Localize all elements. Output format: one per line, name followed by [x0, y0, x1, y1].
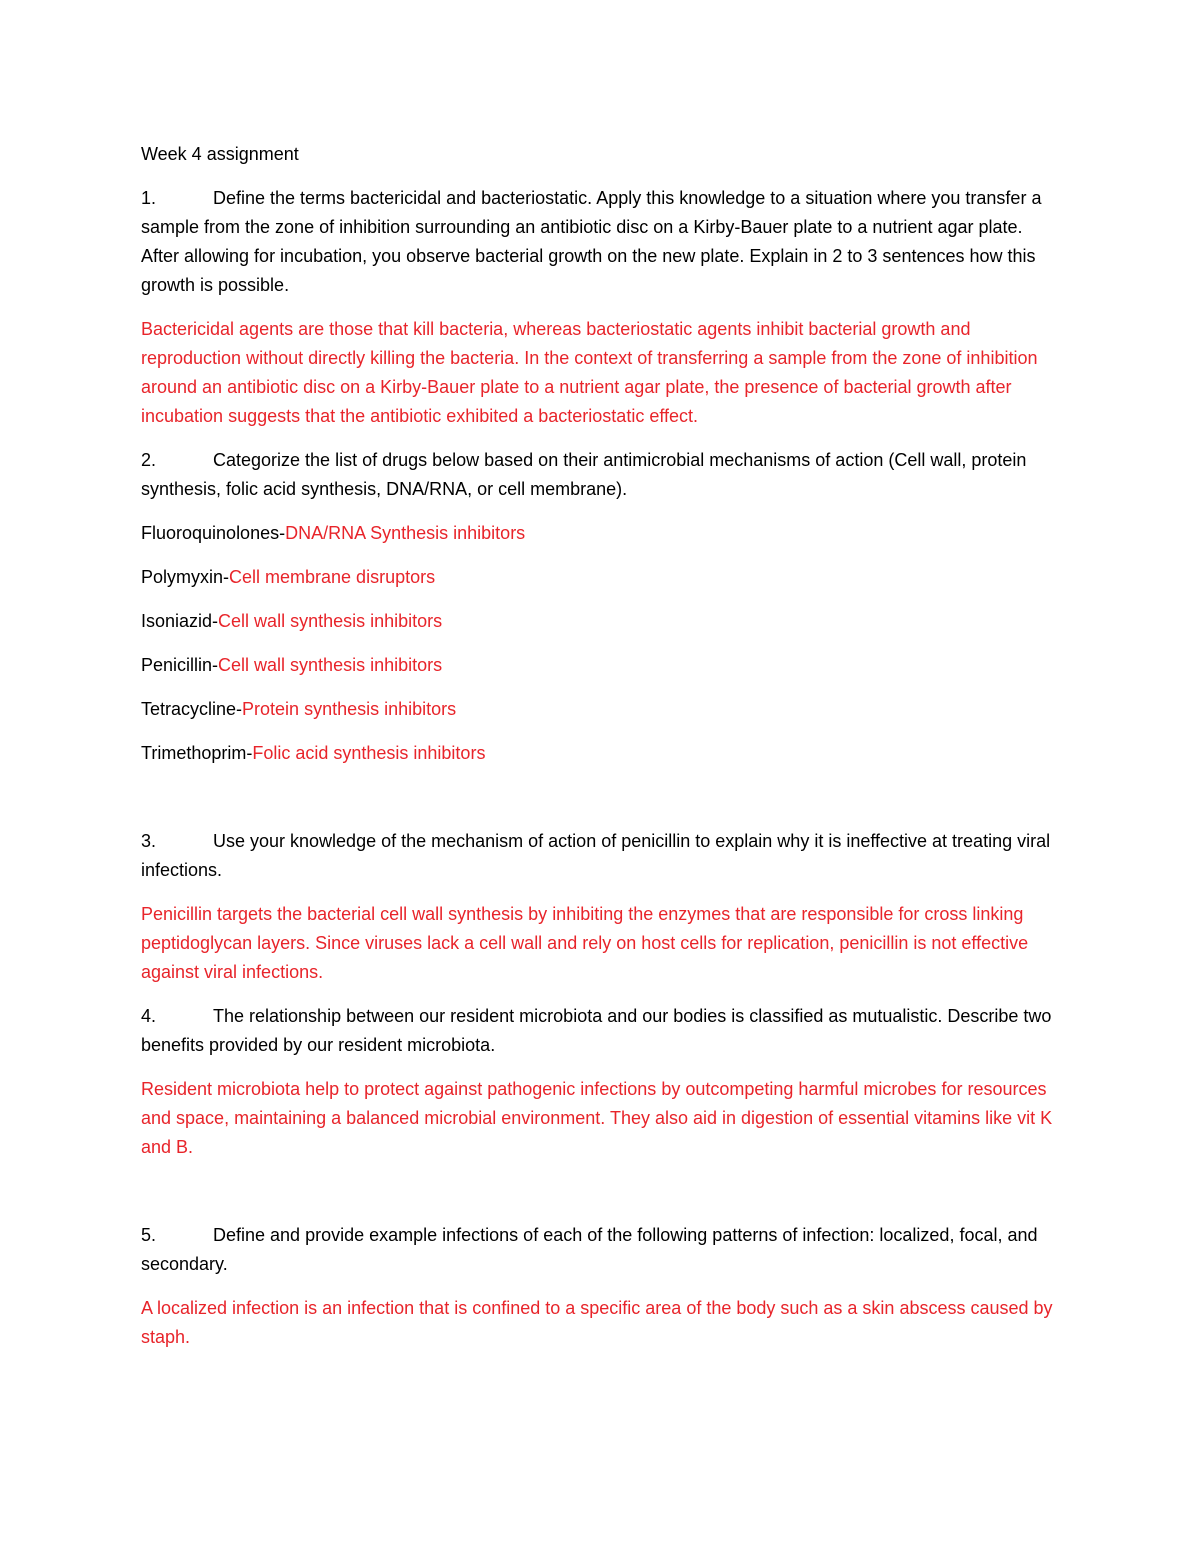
- drug-name: Isoniazid-: [141, 611, 219, 631]
- drug-mechanism: Cell wall synthesis inhibitors: [218, 655, 443, 675]
- answer-4: Resident microbiota help to protect against pathogenic infections by outcompeting harmful microbes for resources and space, maintaining a balanced microbial environment. They also aid in digestion of essential vitamins like vit K and B.: [141, 1079, 1053, 1157]
- answer-5: A localized infection is an infection that is confined to a specific area of the body such as a skin abscess caused by staph.: [141, 1298, 1053, 1347]
- question-3-text: Use your knowledge of the mechanism of action of penicillin to explain why it is ineffective at treating viral infections.: [141, 831, 1051, 880]
- question-2-text: Categorize the list of drugs below based on their antimicrobial mechanisms of action (Cell wall, protein synthesis, folic acid synthesis, DNA/RNA, or cell membrane).: [141, 450, 1027, 499]
- question-3-number: 3.: [141, 831, 157, 851]
- question-2-number: 2.: [141, 450, 157, 470]
- drug-name: Fluoroquinolones-: [141, 523, 286, 543]
- question-3: [141, 827, 1059, 885]
- drug-mechanism: Folic acid synthesis inhibitors: [252, 743, 486, 763]
- document-title: Week 4 assignment: [141, 144, 299, 164]
- question-4: [141, 1002, 1059, 1060]
- drug-mechanism: Cell wall synthesis inhibitors: [218, 611, 443, 631]
- question-5: [141, 1221, 1059, 1279]
- question-4-text: The relationship between our resident microbiota and our bodies is classified as mutualistic. Describe two benefits provided by our resident microbiota.: [141, 1006, 1052, 1055]
- drug-name: Trimethoprim-: [141, 743, 253, 763]
- drug-item-trimethoprim: [141, 739, 1059, 768]
- question-1-number: 1.: [141, 188, 157, 208]
- drug-name: Polymyxin-: [141, 567, 230, 587]
- blank-line: [141, 1177, 1059, 1221]
- question-1-text: Define the terms bactericidal and bacteriostatic. Apply this knowledge to a situation where you transfer a sample from the zone of inhibition surrounding an antibiotic disc on a Kirby-Bauer plate to a nutrient agar plate. After allowing for incubation, you observe bacterial growth on the new plate. Explain in 2 to 3 sentences how this growth is possible.: [141, 188, 1042, 295]
- question-5-number: 5.: [141, 1225, 157, 1245]
- question-1: [141, 184, 1059, 300]
- drug-item-isoniazid: [141, 607, 1059, 636]
- drug-item-penicillin: [141, 651, 1059, 680]
- question-4-number: 4.: [141, 1006, 157, 1026]
- drug-item-polymyxin: [141, 563, 1059, 592]
- drug-mechanism: Cell membrane disruptors: [229, 567, 436, 587]
- drug-name: Penicillin-: [141, 655, 219, 675]
- drug-name: Tetracycline-: [141, 699, 243, 719]
- question-5-text: Define and provide example infections of each of the following patterns of infection: localized, focal, and secondary.: [141, 1225, 1038, 1274]
- document-page: [141, 140, 1059, 1367]
- drug-mechanism: Protein synthesis inhibitors: [242, 699, 457, 719]
- drug-item-tetracycline: [141, 695, 1059, 724]
- drug-item-fluoroquinolones: [141, 519, 1059, 548]
- question-2: [141, 446, 1059, 504]
- blank-line: [141, 783, 1059, 827]
- drug-mechanism: DNA/RNA Synthesis inhibitors: [285, 523, 526, 543]
- answer-1: Bactericidal agents are those that kill bacteria, whereas bacteriostatic agents inhibit bacterial growth and reproduction without directly killing the bacteria. In the context of transferring a sample from the zone of inhibition around an antibiotic disc on a Kirby-Bauer plate to a nutrient agar plate, the presence of bacterial growth after incubation suggests that the antibiotic exhibited a bacteriostatic effect.: [141, 319, 1038, 426]
- answer-3: Penicillin targets the bacterial cell wall synthesis by inhibiting the enzymes that are responsible for cross linking peptidoglycan layers. Since viruses lack a cell wall and rely on host cells for replication, penicillin is not effective against viral infections.: [141, 904, 1029, 982]
